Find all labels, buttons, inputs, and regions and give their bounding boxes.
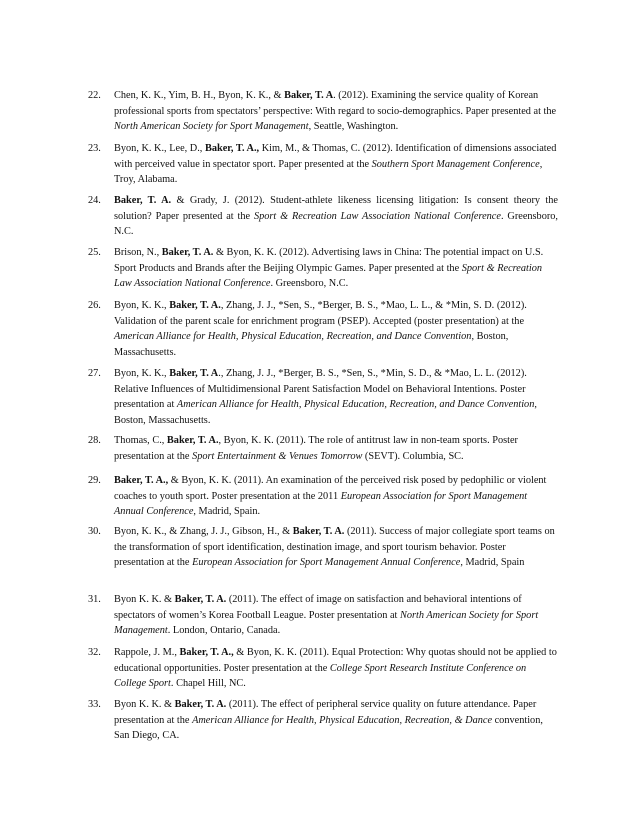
author-highlight: Baker, T. A.	[169, 300, 221, 311]
entry-text: Brison, N., Baker, T. A. & Byon, K. K. (2012). Advertising laws in China: The potential impact on U.S. Sport Products and Brands after the Beijing Olympic Games. Paper presented at the Sport & Recreation Law Association National Conference. Greensboro, N.C.	[114, 247, 544, 290]
entry-text: Rappole, J. M., Baker, T. A., & Byon, K. K. (2011). Equal Protection: Why quotas should not be applied to educational opportunities. Poster presentation at the College Sport Research Institute Conference on College Sport. Chapel Hill, NC.	[114, 647, 557, 690]
entry-number: 33.	[88, 699, 101, 710]
venue-title: Sport & Recreation Law Association National Conference	[114, 262, 542, 290]
venue-title: European Association for Sport Management Annual Conference	[192, 557, 461, 569]
author-highlight: Baker, T. A.	[174, 699, 227, 710]
author-highlight: Baker, T. A.,	[179, 647, 234, 658]
reference-entry	[88, 88, 558, 135]
entry-text: Byon, K. K., & Zhang, J. J., Gibson, H., & Baker, T. A. (2011). Success of major collegiate sport teams on the transformation of sport identification, destination image, and sport tourism behavior. Poster presentation at the European Association for Sport Management Annual Conference, Madrid, Spain	[114, 526, 555, 569]
author-highlight: Baker, T. A.	[161, 247, 214, 258]
reference-entry	[88, 193, 558, 240]
venue-title: European Association for Sport Management Annual Conference	[114, 490, 528, 518]
entry-text: Byon K. K. & Baker, T. A. (2011). The effect of image on satisfaction and behavioral intentions of spectators of women’s Korea Football League. Poster presentation at North American Society for Sport Management. London, Ontario, Canada.	[114, 594, 539, 637]
entry-number: 30.	[88, 526, 101, 537]
reference-entry	[88, 298, 558, 360]
venue-title: Sport & Recreation Law Association National Conference	[253, 210, 501, 222]
venue-title: American Alliance for Health, Physical Education, Recreation, & Dance	[192, 714, 493, 726]
entry-text: Byon, K. K., Baker, T. A., Zhang, J. J., *Berger, B. S., *Sen, S., *Min, S. D., & *Mao, L. L. (2012). Relative Influences of Multidimensional Parent Satisfaction Model on Behavioral Intentions. Poster presentation at American Alliance for Health, Physical Education, Recreation, and Dance Convention, Boston, Massachusetts.	[114, 368, 537, 426]
entry-text: Chen, K. K., Yim, B. H., Byon, K. K., & Baker, T. A. (2012). Examining the service quality of Korean professional sports from spectators’ perspective: With regard to socio-demographics. Paper presented at the North American Society for Sport Management, Seattle, Washington.	[114, 90, 557, 133]
entry-number: 28.	[88, 435, 101, 446]
venue-title: Sport Entertainment & Venues Tomorrow	[192, 450, 363, 462]
venue-title: College Sport Research Institute Conference on College Sport	[114, 662, 527, 690]
author-highlight: Baker, T. A.	[292, 526, 345, 537]
entry-number: 32.	[88, 647, 101, 658]
entry-number: 29.	[88, 475, 101, 486]
entry-text: Byon K. K. & Baker, T. A. (2011). The effect of peripheral service quality on future attendance. Paper presentation at the American Alliance for Health, Physical Education, Recreation, & Dance convention, San Diego, CA.	[114, 699, 543, 742]
entry-text: Byon, K. K., Baker, T. A., Zhang, J. J., *Sen, S., *Berger, B. S., *Mao, L. L., & *Min, S. D. (2012). Validation of the parent scale for enrichment program (PSEP). Accepted (poster presentation) at the American Alliance for Health, Physical Education, Recreation, and Dance Convention, Boston, Massachusetts.	[114, 300, 527, 358]
venue-title: American Alliance for Health, Physical Education, Recreation, and Dance Convention	[176, 399, 535, 411]
entry-text: Byon, K. K., Lee, D., Baker, T. A., Kim, M., & Thomas, C. (2012). Identification of dimensions associated with perceived value in spectator sport. Paper presented at the Southern Sport Management Conference, Troy, Alabama.	[114, 143, 557, 186]
entry-number: 25.	[88, 247, 101, 258]
entry-number: 23.	[88, 143, 101, 154]
reference-entry	[88, 524, 558, 571]
entry-text: Baker, T. A., & Byon, K. K. (2011). An examination of the perceived risk posed by pedophilic or violent coaches to youth sport. Poster presentation at the 2011 European Association for Sport Management Annual Conference, Madrid, Spain.	[114, 475, 547, 518]
reference-entry	[88, 592, 558, 639]
entry-number: 27.	[88, 368, 101, 379]
author-highlight: Baker, T. A.,	[114, 475, 169, 486]
author-highlight: Baker, T. A	[169, 368, 219, 379]
reference-entry	[88, 697, 558, 744]
author-highlight: Baker, T. A.	[174, 594, 227, 605]
author-highlight: Baker, T. A.,	[204, 143, 260, 154]
entry-text: Baker, T. A. & Grady, J. (2012). Student-athlete likeness licensing litigation: Is consent theory the solution? Paper presented at the Sport & Recreation Law Association National Conference. Greensboro, N.C.	[114, 195, 558, 238]
author-highlight: Baker, T. A	[284, 90, 334, 101]
entry-number: 22.	[88, 90, 101, 101]
author-highlight: Baker, T. A.	[166, 435, 219, 446]
author-highlight: Baker, T. A.	[114, 195, 172, 206]
reference-entry	[88, 245, 558, 292]
entry-text: Thomas, C., Baker, T. A., Byon, K. K. (2011). The role of antitrust law in non-team sports. Poster presentation at the Sport Entertainment & Venues Tomorrow (SEVT). Columbia, SC.	[114, 435, 518, 462]
entry-number: 31.	[88, 594, 101, 605]
reference-entry	[88, 366, 558, 428]
entry-number: 24.	[88, 195, 101, 206]
entry-number: 26.	[88, 300, 101, 311]
venue-title: North American Society for Sport Management	[114, 121, 309, 133]
reference-entry	[88, 473, 558, 520]
reference-entry	[88, 433, 558, 464]
reference-entry	[88, 141, 558, 188]
venue-title: North American Society for Sport Management	[114, 609, 539, 637]
venue-title: Southern Sport Management Conference	[371, 158, 540, 170]
reference-entry	[88, 645, 558, 692]
venue-title: American Alliance for Health, Physical Education, Recreation, and Dance Convention	[114, 331, 472, 343]
